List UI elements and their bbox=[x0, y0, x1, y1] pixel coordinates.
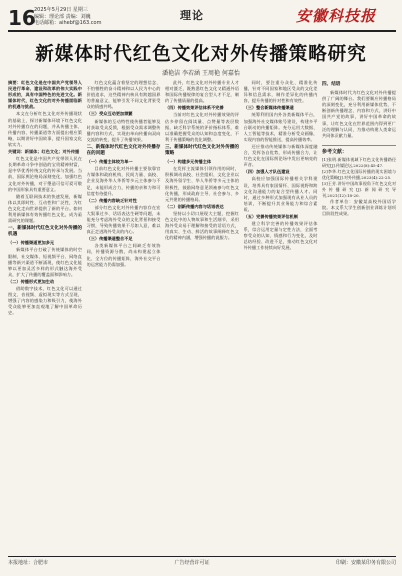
subsection-heading: （三）传播渠道整合不足 bbox=[86, 236, 133, 242]
subsection-heading: （五）完善传播效果评估机制 bbox=[243, 213, 298, 219]
paragraph: 随着互联网技术的快速发展，新媒体以其即时性、互动性和广泛性，为红色文化走向世界提供了新的平台。如何利用新媒体有效传播红色文化，成为亟需研究的课题。 bbox=[8, 193, 82, 224]
masthead bbox=[0, 0, 402, 34]
paragraph: 坚持以小切口展现大主题，挖掘红色文化中的人物故事和生活细节，采用海外受众易于理解和接受的话语方式，用真实、生动、鲜活的故事阐释红色文化的精神内涵，增强传播的说服力。 bbox=[165, 210, 239, 241]
paragraph: 红色文化蕴含着坚定的理想信念、不怕牺牲的奋斗精神和以人民为中心的价值追求，这些精神内核具有跨越国界的普遍意义，能够引发不同文化背景受众的情感共鸣。 bbox=[86, 80, 161, 110]
article-column-4 bbox=[244, 80, 318, 552]
subsection-heading: （一）传播主体较为单一 bbox=[86, 159, 133, 165]
section-heading: 二、新媒体时代红色文化对外传播存在的问题 bbox=[86, 144, 161, 157]
paragraph: 统筹利用国内外各类新媒体平台，加强海外社交媒体账号建设，构建多平台联动的传播矩阵。充分运用大数据、人工智能等技术，精准分析受众画像，实现内容的智能推送，提高传播效率。 bbox=[243, 112, 318, 142]
issue-contact: 电话邮箱：aihebf@163.com bbox=[34, 20, 102, 27]
section-heading: 三、新媒体时代红色文化对外传播的策略 bbox=[165, 144, 239, 157]
article-column-1 bbox=[8, 80, 82, 552]
article-body bbox=[8, 80, 396, 552]
reference-item: [3]王芳.讲好中国故事视角下红色文化对外传播研究[J].新闻研究导刊,2021(12):18-20. bbox=[322, 181, 396, 198]
subsection-heading: （四）传播效果评估体系不完善 bbox=[165, 105, 224, 111]
paragraph: 新媒体的互动特性使传播者能够及时获取受众反馈，根据受众需求调整传播内容和方式，实现由单向传播向双向交流的转变，提升了传播效果。 bbox=[86, 118, 161, 142]
top-divider bbox=[8, 30, 396, 32]
page-number: 16 bbox=[8, 6, 36, 30]
issue-editor: 编辑：理论部 责编：刘巍 bbox=[34, 13, 91, 20]
paragraph: 红色文化是中国共产党带领人民在长期革命斗争中创造的宝贵精神财富，是中华优秀传统文化的传承与发展。当前，国际舆论格局深刻变化，加强红色文化对外传播，对于塑造可信可爱可敬的中国形象具有重要意义。 bbox=[8, 156, 82, 192]
article-headline: 新媒体时代红色文化对外传播策略研究 bbox=[35, 44, 367, 65]
subsection-heading: （三）整合新媒体传播渠道 bbox=[243, 105, 294, 111]
reference-item: [2]李华.红色文化国际传播的现实困境与优化策略[J].对外传播,2023(4):22-25. bbox=[322, 169, 396, 180]
subsection-heading: （二）传播内容缺乏针对性 bbox=[86, 197, 137, 203]
subsection-heading: （一）传播渠道更加多元 bbox=[8, 240, 55, 246]
paragraph: 建立科学完善的传播效果评估体系，综合运用定量与定性方法，全面考察受众的认知、情感和行为变化，及时总结经验、改进不足，推动红色文化对外传播工作持续向好发展。 bbox=[243, 221, 318, 251]
lead-paragraph: 关键词：新媒体；红色文化；对外传播 bbox=[8, 149, 80, 155]
section-name: 理论 bbox=[180, 9, 204, 22]
section-heading: 一、新媒体时代红色文化对外传播的机遇 bbox=[8, 226, 82, 238]
section-heading: 四、结语 bbox=[322, 82, 341, 87]
subsection-heading: （四）加强人才队伍建设 bbox=[243, 169, 290, 175]
paragraph: 各类新媒体平台之间缺乏有效协同，传播资源分散，尚未构建起立体化、全方位的传播矩阵，海外社交平台的运营能力仍需加强。 bbox=[86, 243, 161, 267]
paragraph: 新媒体平台打破了传统媒体的时空限制，社交媒体、短视频平台、网络直播等新兴渠道不断涌现，使红色文化能够以更加灵活多样的形式触达海外受众，扩大了传播的覆盖面和影响力。 bbox=[8, 247, 82, 277]
issue-info bbox=[34, 7, 154, 27]
references-title: 参考文献： bbox=[322, 148, 348, 155]
references-box bbox=[322, 145, 396, 198]
subsection-heading: （三）受众互动更加频繁 bbox=[86, 111, 133, 117]
subsection-heading: （一）构建多元传播主体 bbox=[165, 159, 212, 165]
newspaper-logo: 安徽科技报 bbox=[296, 7, 377, 25]
article-column-5 bbox=[322, 80, 396, 552]
paragraph: 新媒体时代为红色文化对外传播提供了广阔的舞台。我们要顺应传播格局的深刻变化，充分利用新媒体优势，不断创新传播理念、内容和方式，讲好中国共产党的故事，讲好中国革命的故事，让红色文化在世界范围内得到更广泛的理解与认同，为推动构建人类命运共同体贡献力量。 bbox=[322, 90, 396, 138]
issue-date: 2025年5月29日 星期三 bbox=[34, 7, 88, 13]
article-column-2 bbox=[87, 80, 161, 552]
footer-license: 广告经营许可证 bbox=[174, 560, 210, 566]
article-byline: 潘艳洁 李若涵 王周艳 何嘉怡 bbox=[162, 70, 240, 77]
paragraph: 目前红色文化对外传播主要依靠官方媒体和政府机构，民间力量、高校、企业及海外华人华侨等多元主体参与不足，未能形成合力，传播的亲和力和可信度有待提升。 bbox=[86, 166, 161, 196]
paragraph: 在发挥主流媒体引领作用的同时，积极调动高校、社会组织、文化企业以及海外留学生、华人华侨等多元主体的积极性，鼓励网络意见领袖参与红色文化传播，形成政府主导、社会参与、多元共建的传播格局。 bbox=[165, 166, 239, 202]
subsection-heading: （二）传播形式更加生动 bbox=[8, 278, 55, 284]
reference-item: [1]张明.新媒体视域下红色文化传播路径研究[J].传媒论坛,2022(8):45-47. bbox=[322, 156, 396, 168]
footer-printer: 印刷：安徽某印务有限公司 bbox=[335, 560, 396, 566]
paragraph: 部分红色文化对外传播内容存在宏大叙事过多、话语表达生硬等问题，未能充分考虑海外受众的文化背景和接受习惯，导致传播效果不尽如人意，难以真正走进海外受众的内心。 bbox=[86, 204, 161, 235]
paragraph: 当前对红色文化对外传播效果的评估多停留在阅读量、点赞量等表层数据，缺乏科学系统的评价指标体系，难以准确把握受众的认知和态度变化，不利于传播策略的优化调整。 bbox=[165, 112, 239, 142]
paragraph: 本文在分析红色文化对外传播现状的基础上，探讨新媒体环境下红色文化对外传播存在的问题，并从传播主体、传播内容、传播渠道等方面提出相应策略，以期讲好中国故事，提升国家文化软实力。 bbox=[8, 111, 82, 147]
paragraph: 同时，要注重分众化、精准化传播，针对不同国家和地区受众的文化差异和信息需求，制作差异化的传播内容，提升传播的针对性和有效性。 bbox=[243, 80, 318, 104]
paragraph: 此外，红色文化对外传播专业人才相对匮乏，既熟悉红色文化又精通外语和国际传播规律的复合型人才不足，制约了传播质量的提高。 bbox=[165, 80, 239, 104]
footer-address: 本报地址：合肥市 bbox=[8, 560, 49, 566]
paragraph: 作者单位：安徽某高校外国语学院。本文系大学生创新创业训练计划项目阶段性成果。 bbox=[322, 199, 396, 217]
paragraph: 高校应加强国际传播相关学科建设，培养具有家国情怀、国际视野和跨文化沟通能力的复合型传播人才。同时，通过多种形式加强现有从业人员的培训，不断提升其业务能力和综合素质。 bbox=[243, 176, 318, 212]
paragraph: 还应推动传统媒体与新媒体深度融合，发挥各自优势，形成传播合力，让红色文化在国际舆论场中发出更响亮的声音。 bbox=[243, 143, 318, 168]
paragraph: 借助数字技术，红色文化可以通过图文、音视频、虚拟现实等方式呈现，增强了内容的感染力和吸引力，使海外受众能够更加直观地了解中国革命历史。 bbox=[8, 286, 82, 316]
bottom-divider bbox=[8, 556, 396, 557]
lead-paragraph: 摘要：红色文化是在中国共产党领导人民进行革命、建设和改革的伟大实践中形成的，具有中国特色的先进文化。新媒体时代，红色文化的对外传播面临新的机遇与挑战。 bbox=[8, 80, 82, 110]
article-column-3 bbox=[165, 80, 239, 552]
page-footer bbox=[8, 559, 396, 566]
subsection-heading: （二）创新传播内容与话语表达 bbox=[165, 203, 224, 209]
